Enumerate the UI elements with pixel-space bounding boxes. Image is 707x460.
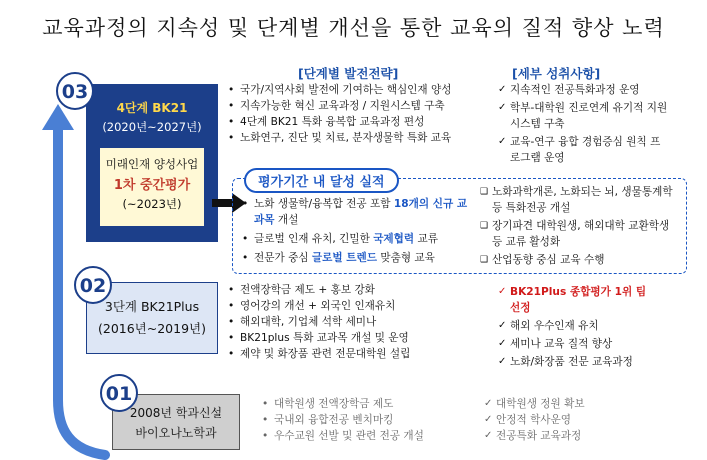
stage3-period: (2020년~2027년) [102,120,202,134]
stage3-number: 03 [56,72,94,110]
list-item: ✓ 해외 우수인재 유치 [498,318,648,334]
stage1-strategy-list [262,396,424,444]
list-item: • 노화연구, 진단 및 치료, 분자생물학 특화 교육 [228,130,451,146]
list-item: ❑ 장기파견 대학원생, 해외대학 교환학생 등 교류 활성화 [480,218,680,250]
stage2-period: (2016년~2019년) [97,321,206,336]
list-item: • 국가/지역사회 발전에 기여하는 핵심인재 양성 [228,82,451,98]
list-item: ❑ 산업동향 중심 교육 수행 [480,252,680,268]
stage1-achievement-list [484,396,585,444]
midterm-eval: 1차 중간평가 [113,178,191,193]
list-item: ✓ 세미나 교육 질적 향상 [498,336,648,352]
stage1-dept: 바이오나노학과 [135,426,217,440]
achievement-highlight: ✓ BK21Plus 종합평가 1위 팀 선정 [498,284,648,316]
stage3-box [86,84,218,242]
list-item: ✓ 학부-대학원 진로연계 유기적 지원시스템 구축 [498,100,668,132]
stage1-number: 01 [100,374,138,412]
list-item: • 지속가능한 혁신 교육과정 / 지원시스템 구축 [228,98,451,114]
list-item: ✓ 교육-연구 융합 경험증심 원칙 프로그램 운영 [498,134,668,166]
list-item: • 제약 및 화장품 관련 전문대학원 설립 [228,346,410,362]
list-item: • 영어강의 개선 + 외국인 인재유치 [228,298,410,314]
page-title: 교육과정의 지속성 및 단계별 개선을 통한 교육의 질적 향상 노력 [42,16,665,40]
eval-right-list [480,184,680,268]
stage2-strategy-list [228,282,410,362]
eval-left-list [242,196,472,266]
list-item: • 4단계 BK21 특화 융복합 교육과정 편성 [228,114,451,130]
list-item: • 노화 생물학/융복합 전공 포함 18개의 신규 교과목 개설 [242,196,472,228]
midterm-title: 미래인재 양성사업 [105,157,199,171]
midterm-period: (~2023년) [122,197,182,211]
stage2-name: 3단계 BK21Plus [104,299,200,314]
stage1-name: 2008년 학과신설 [129,406,223,420]
list-item: ✓ 지속적인 전공특화과정 운영 [498,82,668,98]
list-item: ✓ 대학원생 정원 확보 [484,396,585,412]
stage2-achievement-list [498,284,648,370]
stage3-achievement-list [498,82,668,166]
list-item: • 우수교원 선발 및 관련 전공 개설 [262,428,424,444]
strategy-header: [단계별 발전전략] [298,66,399,81]
list-item: • 대학원생 전액장학금 제도 [262,396,424,412]
list-item: ✓ 전공특화 교육과정 [484,428,585,444]
stage3-strategy-list [228,82,451,146]
achievements-header: [세부 성취사항] [512,66,601,81]
list-item: • 글로벌 인재 유치, 긴밀한 국제협력 교류 [242,231,472,247]
list-item: ✓ 노화/화장품 전문 교육과정 [498,354,648,370]
list-item: • 해외대학, 기업체 석학 세미나 [228,314,410,330]
list-item: • BK21plus 특화 교과목 개설 및 운영 [228,330,410,346]
list-item: • 국내외 융합전공 벤치마킹 [262,412,424,428]
list-item: • 전문가 중심 글로벌 트렌드 맞춤형 교육 [242,250,472,266]
list-item: • 전액장학금 제도 + 홍보 강화 [228,282,410,298]
eval-title: 평가기간 내 달성 실적 [244,168,399,193]
midterm-eval-box [99,147,205,227]
stage2-number: 02 [74,266,112,304]
stage3-name: 4단계 BK21 [116,101,188,115]
list-item: ❑ 노화과학개론, 노화되는 뇌, 생물통계학 등 특화전공 개설 [480,184,680,216]
list-item: ✓ 안정적 학사운영 [484,412,585,428]
